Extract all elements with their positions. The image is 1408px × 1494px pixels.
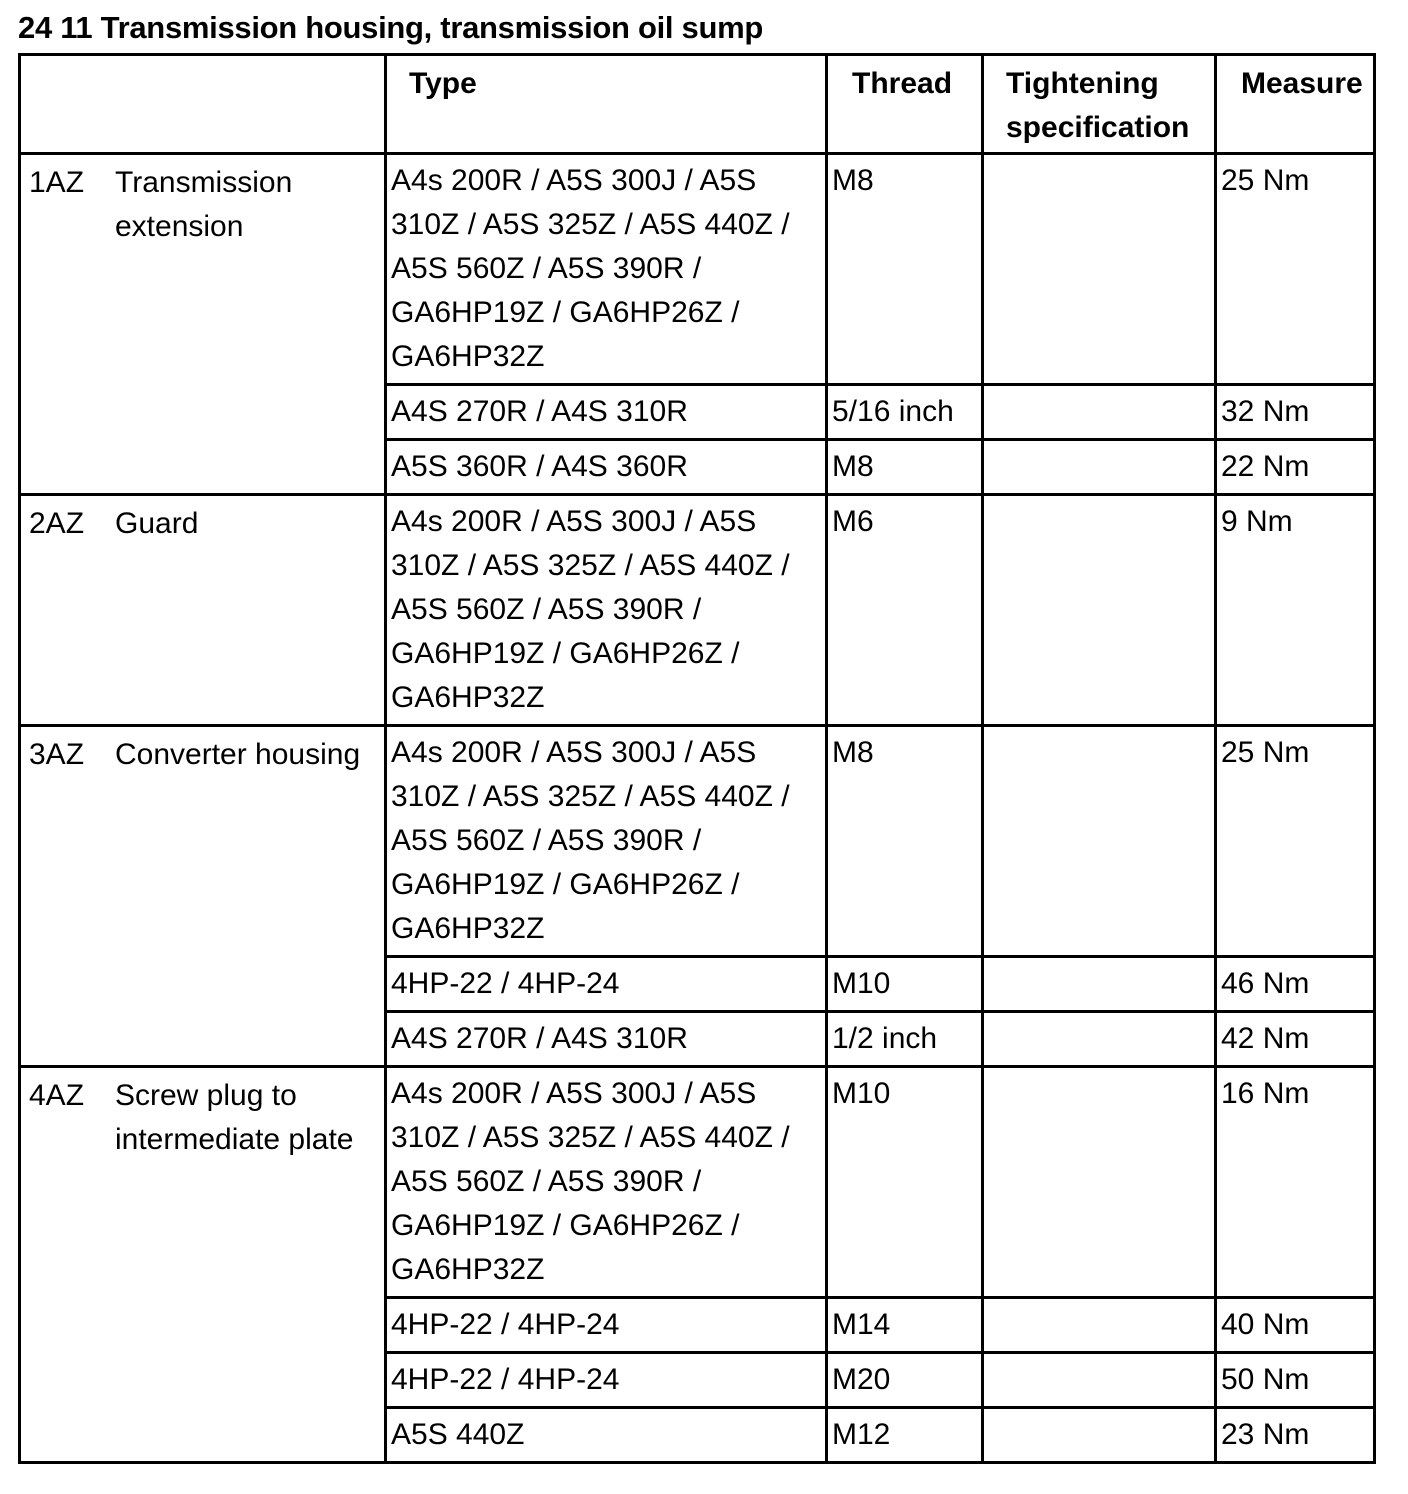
measure-cell: 32 Nm — [1216, 385, 1375, 440]
item-description: Screw plug to intermediate plate — [115, 1079, 354, 1156]
item-description: Transmission extension — [115, 166, 293, 243]
type-cell: A4s 200R / A5S 300J / A5S 310Z / A5S 325Z / A5S 440Z / A5S 560Z / A5S 390R / GA6HP19Z / GA6HP26Z / GA6HP32Z — [386, 1067, 827, 1298]
type-cell: A4s 200R / A5S 300J / A5S 310Z / A5S 325Z / A5S 440Z / A5S 560Z / A5S 390R / GA6HP19Z / GA6HP26Z / GA6HP32Z — [386, 495, 827, 726]
measure-cell: 9 Nm — [1216, 495, 1375, 726]
item-cell — [20, 726, 386, 1067]
tightening-cell — [983, 957, 1216, 1012]
measure-cell: 40 Nm — [1216, 1298, 1375, 1353]
thread-cell: M10 — [827, 1067, 983, 1298]
type-cell: A4S 270R / A4S 310R — [386, 385, 827, 440]
thread-cell: M8 — [827, 154, 983, 385]
header-measure: Measure — [1216, 55, 1375, 154]
measure-cell: 25 Nm — [1216, 154, 1375, 385]
thread-cell: M8 — [827, 440, 983, 495]
item-description: Guard — [115, 507, 199, 540]
header-type: Type — [386, 55, 827, 154]
header-thread: Thread — [827, 55, 983, 154]
item-code: 3AZ — [29, 738, 85, 771]
type-cell: A5S 440Z — [386, 1408, 827, 1463]
item-description: Converter housing — [115, 738, 361, 771]
tightening-cell — [983, 1408, 1216, 1463]
thread-cell: M6 — [827, 495, 983, 726]
measure-cell: 46 Nm — [1216, 957, 1375, 1012]
table-row — [20, 726, 1375, 957]
item-code: 2AZ — [29, 507, 85, 540]
tightening-cell — [983, 495, 1216, 726]
thread-cell: M12 — [827, 1408, 983, 1463]
measure-cell: 22 Nm — [1216, 440, 1375, 495]
type-cell: A4S 270R / A4S 310R — [386, 1012, 827, 1067]
tightening-cell — [983, 154, 1216, 385]
tightening-cell — [983, 726, 1216, 957]
thread-cell: 1/2 inch — [827, 1012, 983, 1067]
thread-cell: M14 — [827, 1298, 983, 1353]
thread-cell: M10 — [827, 957, 983, 1012]
item-code: 4AZ — [29, 1079, 85, 1112]
table-header-row — [20, 55, 1375, 154]
measure-cell: 50 Nm — [1216, 1353, 1375, 1408]
header-tightening-specification: Tightening specification — [983, 55, 1216, 154]
measure-cell: 25 Nm — [1216, 726, 1375, 957]
item-code: 1AZ — [29, 166, 85, 199]
table-row — [20, 154, 1375, 385]
header-item — [20, 55, 386, 154]
thread-cell: M20 — [827, 1353, 983, 1408]
tightening-cell — [983, 440, 1216, 495]
type-cell: A4s 200R / A5S 300J / A5S 310Z / A5S 325Z / A5S 440Z / A5S 560Z / A5S 390R / GA6HP19Z / GA6HP26Z / GA6HP32Z — [386, 726, 827, 957]
type-cell: 4HP-22 / 4HP-24 — [386, 1353, 827, 1408]
tightening-cell — [983, 1067, 1216, 1298]
thread-cell: 5/16 inch — [827, 385, 983, 440]
type-cell: 4HP-22 / 4HP-24 — [386, 957, 827, 1012]
type-cell: A5S 360R / A4S 360R — [386, 440, 827, 495]
table-row — [20, 495, 1375, 726]
item-cell — [20, 154, 386, 495]
tightening-cell — [983, 1012, 1216, 1067]
type-cell: A4s 200R / A5S 300J / A5S 310Z / A5S 325Z / A5S 440Z / A5S 560Z / A5S 390R / GA6HP19Z / GA6HP26Z / GA6HP32Z — [386, 154, 827, 385]
tightening-cell — [983, 1298, 1216, 1353]
table-row — [20, 1067, 1375, 1298]
measure-cell: 16 Nm — [1216, 1067, 1375, 1298]
torque-spec-table — [18, 53, 1376, 1464]
type-cell: 4HP-22 / 4HP-24 — [386, 1298, 827, 1353]
item-cell — [20, 1067, 386, 1463]
item-cell — [20, 495, 386, 726]
page-title: 24 11 Transmission housing, transmission oil sump — [18, 10, 764, 45]
tightening-cell — [983, 385, 1216, 440]
measure-cell: 42 Nm — [1216, 1012, 1375, 1067]
tightening-cell — [983, 1353, 1216, 1408]
measure-cell: 23 Nm — [1216, 1408, 1375, 1463]
thread-cell: M8 — [827, 726, 983, 957]
